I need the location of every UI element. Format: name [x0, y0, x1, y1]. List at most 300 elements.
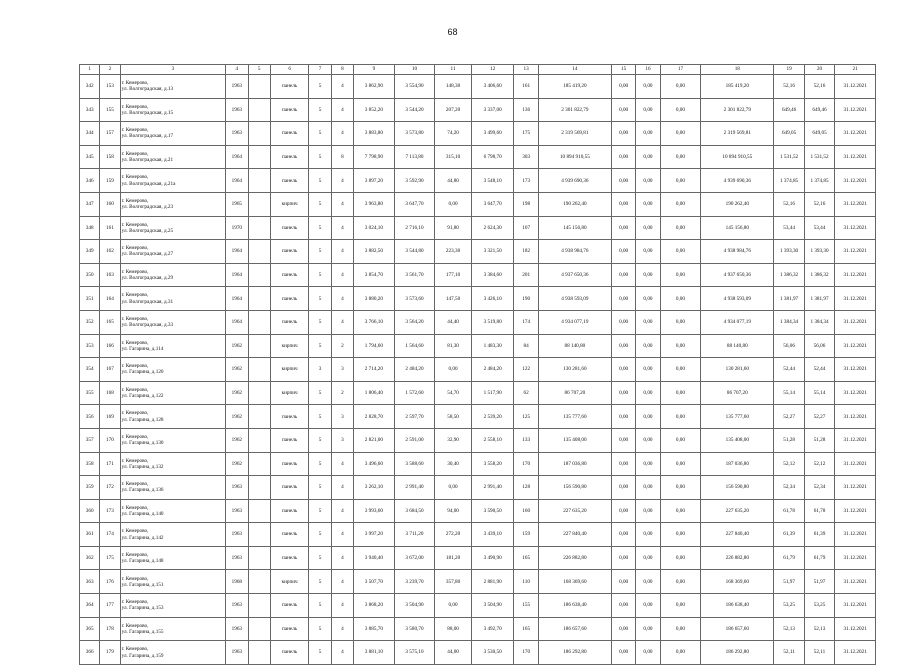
table-cell: 0,00 [435, 476, 472, 500]
table-cell: 163 [100, 263, 120, 287]
table-cell: 3 439,10 [471, 523, 514, 547]
table-row [80, 145, 876, 169]
address-line: г. Кемерово, [121, 622, 149, 629]
address-line: г. Кемерово, [121, 363, 149, 370]
table-cell: 0,00 [611, 263, 635, 287]
table-cell: 0,00 [636, 358, 660, 382]
table-cell: 2 881,90 [471, 570, 514, 594]
address-cell [120, 594, 226, 618]
column-header: 4 [226, 65, 248, 75]
table-row [80, 169, 876, 193]
table-cell: 156 590,80 [538, 476, 611, 500]
address-line: ул. Гагарина, д.136 [121, 487, 164, 494]
table-cell: кирпич [270, 381, 309, 405]
table-cell: 52,16 [804, 75, 834, 99]
table-cell: 0,00 [611, 122, 635, 146]
table-cell: 343 [80, 98, 100, 122]
table-cell: кирпич [270, 334, 309, 358]
table-cell: 170 [100, 428, 120, 452]
table-cell: 0,00 [611, 358, 635, 382]
table-cell [248, 192, 270, 216]
table-cell: 3 262,10 [354, 476, 395, 500]
table-cell: 0,00 [660, 546, 701, 570]
table-cell: 649,05 [804, 122, 834, 146]
table-cell: панель [270, 476, 309, 500]
address-line: ул. Гагарина, д.132 [121, 463, 164, 470]
table-cell: 3 [331, 428, 353, 452]
table-cell: 182 [514, 240, 538, 264]
column-header: 17 [660, 65, 701, 75]
table-cell: 155 [100, 98, 120, 122]
table-cell: 1 384,34 [804, 310, 834, 334]
table-cell: панель [270, 98, 309, 122]
table-cell: 351 [80, 287, 100, 311]
table-cell: 159 [514, 523, 538, 547]
table-cell: 350 [80, 263, 100, 287]
address-cell [120, 428, 226, 452]
table-cell: 52,44 [774, 358, 804, 382]
address-line: ул. Волгоградская, д.17 [121, 133, 174, 140]
table-cell: 0,00 [660, 310, 701, 334]
table-cell: 88 140,80 [701, 334, 774, 358]
table-cell: 1963 [226, 476, 248, 500]
table-cell: 133 [514, 428, 538, 452]
table-cell: 0,00 [660, 452, 701, 476]
table-cell: 303 [514, 145, 538, 169]
table-cell: 1 374,85 [804, 169, 834, 193]
table-cell: 10 894 910,55 [538, 145, 611, 169]
table-cell: 1962 [226, 428, 248, 452]
table-cell: 3 [331, 405, 353, 429]
table-cell: 223,30 [435, 240, 472, 264]
table-cell: панель [270, 263, 309, 287]
table-cell: 0,00 [636, 570, 660, 594]
table-cell: 10 894 910,55 [701, 145, 774, 169]
table-cell: 2 319 569,81 [538, 122, 611, 146]
table-row [80, 499, 876, 523]
table-cell: 0,00 [611, 405, 635, 429]
table-cell: 5 [309, 476, 331, 500]
table-cell: 52,16 [804, 192, 834, 216]
table-cell: 175 [100, 546, 120, 570]
table-cell: 3 588,60 [394, 452, 435, 476]
table-cell: панель [270, 546, 309, 570]
table-cell: 3 426,10 [471, 287, 514, 311]
table-cell: 2 319 569,81 [701, 122, 774, 146]
table-cell: 3 504,90 [394, 594, 435, 618]
table-cell: 0,00 [611, 75, 635, 99]
table-cell: 3 573,60 [394, 287, 435, 311]
table-cell: 128 [514, 476, 538, 500]
table-cell: 198 [514, 192, 538, 216]
address-line: г. Кемерово, [121, 434, 149, 440]
address-line: ул. Гагарина, д.151 [121, 581, 164, 588]
table-cell: 170 [514, 452, 538, 476]
address-line: г. Кемерово, [121, 575, 149, 582]
table-cell: 56,06 [774, 334, 804, 358]
table-cell: 5 [309, 499, 331, 523]
table-cell: 0,00 [636, 405, 660, 429]
table-cell: 187 036,80 [701, 452, 774, 476]
table-cell: 1 393,30 [804, 240, 834, 264]
table-cell: 3 490,90 [471, 546, 514, 570]
table-cell: 3 558,20 [471, 452, 514, 476]
table-cell: 161 [514, 75, 538, 99]
table-cell [248, 476, 270, 500]
table-cell [248, 523, 270, 547]
table-cell: 3 384,60 [471, 263, 514, 287]
table-cell [248, 287, 270, 311]
table-cell: 31.12.2021 [835, 428, 876, 452]
table-row [80, 358, 876, 382]
address-cell [120, 334, 226, 358]
column-header: 3 [120, 65, 226, 75]
table-cell: 55,14 [774, 381, 804, 405]
table-cell: 168 [100, 381, 120, 405]
table-cell: 0,00 [636, 240, 660, 264]
table-cell [248, 641, 270, 665]
address-line: ул. Волгоградская, д.27 [121, 251, 174, 258]
table-cell: 55,14 [804, 381, 834, 405]
table-cell: 174 [100, 523, 120, 547]
table-cell: 81,30 [435, 334, 472, 358]
table-cell: 3 561,70 [394, 263, 435, 287]
table-cell: 3 573,80 [394, 122, 435, 146]
table-cell: 161 [100, 216, 120, 240]
table-cell: 4 938 984,76 [538, 240, 611, 264]
table-cell: 167 [100, 358, 120, 382]
table-cell: панель [270, 641, 309, 665]
table-cell: 122 [514, 358, 538, 382]
table-cell: 5 [309, 428, 331, 452]
table-cell: 1 374,85 [774, 169, 804, 193]
table-cell: 649,46 [804, 98, 834, 122]
table-cell: 52,27 [774, 405, 804, 429]
table-cell: 190 262,40 [538, 192, 611, 216]
address-line: г. Кемерово, [121, 481, 149, 488]
table-cell: 357,80 [435, 570, 472, 594]
table-row [80, 334, 876, 358]
table-cell: 1964 [226, 240, 248, 264]
table-cell [248, 169, 270, 193]
table-cell: 1 564,60 [394, 334, 435, 358]
table-cell: 4 934 077,19 [538, 310, 611, 334]
table-cell: 31.12.2021 [835, 192, 876, 216]
table-cell: 31.12.2021 [835, 169, 876, 193]
table-cell: 349 [80, 240, 100, 264]
table-cell: 4 [331, 617, 353, 641]
address-line: г. Кемерово, [121, 245, 149, 252]
table-cell: 0,00 [636, 594, 660, 618]
table-cell: 342 [80, 75, 100, 99]
table-cell: 354 [80, 358, 100, 382]
table-row [80, 570, 876, 594]
address-line: ул. Гагарина, д.140 [121, 510, 164, 517]
table-cell: 5 [309, 570, 331, 594]
address-line: г. Кемерово, [121, 316, 149, 323]
table-cell: 1 393,30 [774, 240, 804, 264]
table-cell: 3 592,90 [394, 169, 435, 193]
table-cell: 3 530,50 [471, 641, 514, 665]
table-cell: 0,00 [660, 523, 701, 547]
address-cell [120, 641, 226, 665]
table-cell: 3 993,60 [354, 499, 395, 523]
table-cell: 0,00 [611, 523, 635, 547]
table-cell: 155 [514, 594, 538, 618]
address-cell [120, 287, 226, 311]
table-cell: 0,00 [636, 334, 660, 358]
table-cell: 344 [80, 122, 100, 146]
address-line: г. Кемерово, [121, 103, 149, 110]
table-cell: 0,00 [611, 381, 635, 405]
table-cell: 3 239,70 [394, 570, 435, 594]
table-cell: панель [270, 287, 309, 311]
table-cell: 0,00 [636, 75, 660, 99]
table-cell: 172 [100, 476, 120, 500]
address-cell [120, 476, 226, 500]
table-cell: 165 [514, 617, 538, 641]
table-cell: 5 [309, 287, 331, 311]
address-line: г. Кемерово, [121, 551, 149, 558]
address-line: ул. Волгоградская, д.29 [121, 275, 174, 282]
table-cell: 164 [100, 287, 120, 311]
table-cell: 352 [80, 310, 100, 334]
table-cell: 363 [80, 570, 100, 594]
table-cell: 0,00 [660, 98, 701, 122]
table-cell: 2 301 822,79 [701, 98, 774, 122]
table-cell: 5 [309, 216, 331, 240]
table-cell: 0,00 [611, 452, 635, 476]
address-cell [120, 381, 226, 405]
address-cell [120, 145, 226, 169]
table-cell: 54,70 [435, 381, 472, 405]
table-cell: 0,00 [611, 476, 635, 500]
table-cell: 2 [331, 381, 353, 405]
table-cell: 0,00 [611, 334, 635, 358]
table-row [80, 263, 876, 287]
table-cell: 0,00 [660, 122, 701, 146]
address-line: ул. Волгоградская, д.25 [121, 227, 174, 234]
table-cell: 30,40 [435, 452, 472, 476]
table-cell: 3 492,70 [471, 617, 514, 641]
table-cell [248, 405, 270, 429]
table-cell: 4 [331, 98, 353, 122]
table-cell: 31.12.2021 [835, 523, 876, 547]
table-cell: 1962 [226, 334, 248, 358]
table-cell: 1964 [226, 169, 248, 193]
table-cell [248, 594, 270, 618]
table-cell: 1 517,90 [471, 381, 514, 405]
table-cell: 0,00 [660, 641, 701, 665]
table-cell: 145 156,80 [701, 216, 774, 240]
table-cell: 3 024,10 [354, 216, 395, 240]
table-cell: 51,28 [774, 428, 804, 452]
table-cell: 4 [331, 169, 353, 193]
table-cell: 1 531,52 [774, 145, 804, 169]
table-cell: 0,00 [660, 216, 701, 240]
table-cell: 1 384,34 [774, 310, 804, 334]
table-cell: 0,00 [636, 546, 660, 570]
table-cell: 0,00 [660, 240, 701, 264]
table-cell: 158 [100, 145, 120, 169]
table-cell: 186 292,80 [538, 641, 611, 665]
table-cell: 347 [80, 192, 100, 216]
table-cell: 110 [514, 570, 538, 594]
table-cell: 52,16 [774, 75, 804, 99]
table-cell: 1963 [226, 641, 248, 665]
table-cell: 6 798,70 [471, 145, 514, 169]
table-cell: 0,00 [435, 192, 472, 216]
table-row [80, 287, 876, 311]
table-cell [248, 122, 270, 146]
address-line: ул. Волгоградская, д.23 [121, 204, 174, 211]
table-cell: 5 [309, 192, 331, 216]
header-row [80, 65, 876, 75]
table-cell: 157 [100, 122, 120, 146]
table-cell: 31.12.2021 [835, 263, 876, 287]
table-cell: 8 [331, 145, 353, 169]
table-cell: 3 499,60 [471, 122, 514, 146]
table-cell: 4 939 690,36 [701, 169, 774, 193]
table-cell: 2 991,40 [471, 476, 514, 500]
table-cell: 227 635,20 [701, 499, 774, 523]
table-cell: 177,10 [435, 263, 472, 287]
table-cell: 3 504,90 [471, 594, 514, 618]
table-cell: 86 707,20 [701, 381, 774, 405]
address-line: ул. Волгоградская, д.15 [121, 109, 174, 116]
table-cell: 0,00 [611, 594, 635, 618]
table-cell: 53,25 [774, 594, 804, 618]
column-header: 10 [394, 65, 435, 75]
table-cell: 2 828,70 [354, 405, 395, 429]
address-line: ул. Гагарина, д.155 [121, 628, 164, 635]
table-cell [248, 145, 270, 169]
table-row [80, 122, 876, 146]
table-cell: 5 [309, 169, 331, 193]
table-cell: панель [270, 405, 309, 429]
address-line: ул. Гагарина, д.128 [121, 416, 164, 423]
table-cell: 1 381,97 [774, 287, 804, 311]
table-cell: 135 408,00 [701, 428, 774, 452]
address-line: г. Кемерово, [121, 599, 149, 606]
table-cell: 0,00 [660, 75, 701, 99]
table-cell: 148,30 [435, 75, 472, 99]
table-cell: 0,00 [660, 334, 701, 358]
table-cell: 0,00 [636, 169, 660, 193]
table-cell: 2 [331, 334, 353, 358]
table-cell: 0,00 [611, 287, 635, 311]
table-cell: 175 [514, 122, 538, 146]
table-cell: панель [270, 499, 309, 523]
table-row [80, 428, 876, 452]
table-cell: 53,44 [774, 216, 804, 240]
table-cell [248, 546, 270, 570]
table-cell: панель [270, 452, 309, 476]
table-cell: 3 337,00 [471, 98, 514, 122]
table-cell: 0,00 [660, 476, 701, 500]
address-cell [120, 358, 226, 382]
address-line: ул. Гагарина, д.130 [121, 440, 164, 447]
table-cell: 5 [309, 145, 331, 169]
table-cell: 1962 [226, 381, 248, 405]
table-cell: 174 [514, 310, 538, 334]
table-cell: 31.12.2021 [835, 287, 876, 311]
table-cell: 31.12.2021 [835, 499, 876, 523]
table-cell: 56,06 [804, 334, 834, 358]
table-cell: 3 852,20 [354, 98, 395, 122]
address-cell [120, 546, 226, 570]
table-cell [248, 216, 270, 240]
table-cell: 0,00 [636, 428, 660, 452]
table-cell: 0,00 [636, 145, 660, 169]
table-cell: 86 707,20 [538, 381, 611, 405]
table-cell: 0,00 [636, 523, 660, 547]
table-cell: 1963 [226, 499, 248, 523]
table-cell: 168 369,60 [538, 570, 611, 594]
table-cell: 170 [514, 641, 538, 665]
address-line: ул. Гагарина, д.153 [121, 605, 164, 612]
table-cell: 61,78 [774, 499, 804, 523]
address-line: г. Кемерово, [121, 127, 149, 134]
address-cell [120, 499, 226, 523]
column-header: 6 [270, 65, 309, 75]
table-cell: 3 997,20 [354, 523, 395, 547]
table-cell: 52,34 [804, 476, 834, 500]
table-cell: 31.12.2021 [835, 75, 876, 99]
table-cell [248, 240, 270, 264]
table-cell [248, 334, 270, 358]
table-row [80, 594, 876, 618]
table-row [80, 310, 876, 334]
table-cell: 0,00 [636, 263, 660, 287]
table-cell: кирпич [270, 570, 309, 594]
table-cell: 0,00 [636, 381, 660, 405]
table-cell: 3 881,10 [354, 641, 395, 665]
table-cell: 3 880,20 [354, 287, 395, 311]
table-cell: 4 938 593,09 [538, 287, 611, 311]
column-header: 19 [774, 65, 804, 75]
table-cell: 53,25 [804, 594, 834, 618]
table-cell [248, 358, 270, 382]
address-line: г. Кемерово, [121, 528, 149, 535]
table-row [80, 617, 876, 641]
table-cell: 176 [100, 570, 120, 594]
table-cell: 186 657,60 [538, 617, 611, 641]
table-cell: 360 [80, 499, 100, 523]
table-cell: 5 [309, 310, 331, 334]
table-cell: 4 934 077,19 [701, 310, 774, 334]
table-row [80, 216, 876, 240]
address-cell [120, 216, 226, 240]
table-cell: 4 [331, 287, 353, 311]
table-cell: 5 [309, 240, 331, 264]
table-cell: 31.12.2021 [835, 216, 876, 240]
table-cell: 0,00 [611, 310, 635, 334]
address-cell [120, 192, 226, 216]
table-cell: 2 716,10 [394, 216, 435, 240]
address-line: ул. Волгоградская, д.33 [121, 322, 174, 329]
table-cell: 130 281,60 [701, 358, 774, 382]
table-cell: 61,79 [804, 546, 834, 570]
table-cell: 31.12.2021 [835, 98, 876, 122]
table-cell: 61,39 [774, 523, 804, 547]
table-cell: 364 [80, 594, 100, 618]
table-cell: 3 496,60 [354, 452, 395, 476]
table-cell: 3 564,20 [394, 310, 435, 334]
table-cell: 31.12.2021 [835, 476, 876, 500]
table-cell: 2 991,40 [394, 476, 435, 500]
table-cell: 4 939 690,36 [538, 169, 611, 193]
